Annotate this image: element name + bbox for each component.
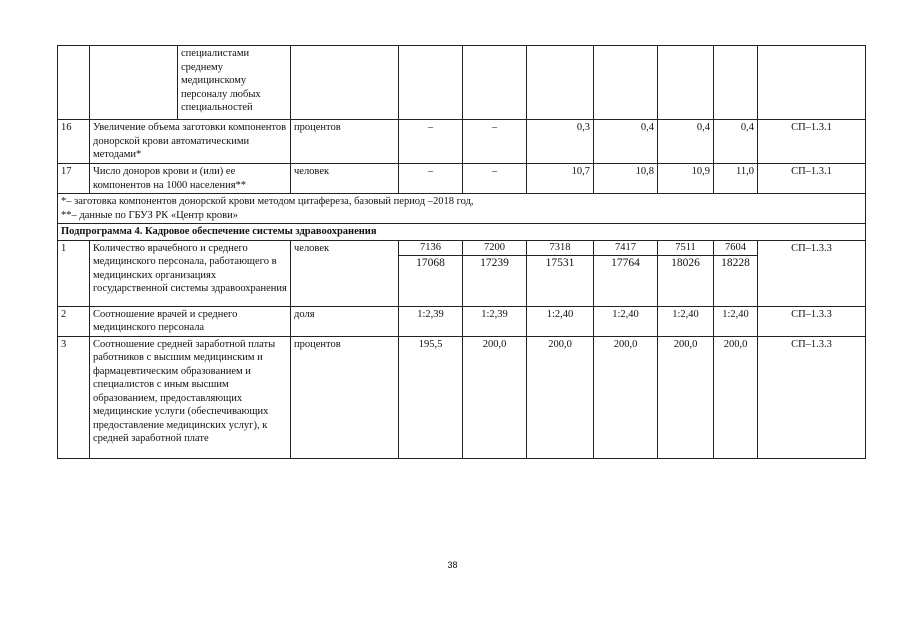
footnote-1: *– заготовка компонентов донорской крови методом цитафереза, базовый период –2018 год, bbox=[61, 196, 474, 207]
table-row bbox=[58, 240, 866, 306]
table-row bbox=[58, 306, 866, 336]
value-cell bbox=[527, 240, 594, 306]
notes-row bbox=[58, 194, 866, 224]
row-number-cell: 2 bbox=[58, 306, 90, 336]
value-top: 7417 bbox=[594, 241, 657, 256]
indicator-cell: Соотношение средней заработной платы работников с высшим медицинским и фармацевтическим образованием и специалистов с иным высшим образованием, предоставляющих медицинские услуги (обеспечивающих предоставление медицинских услуг), к средней заработной плате bbox=[90, 336, 291, 458]
value-cell: 0,4 bbox=[594, 120, 658, 164]
source-cell: СП–1.3.3 bbox=[758, 240, 866, 306]
value-cell: – bbox=[463, 164, 527, 194]
unit-cell: процентов bbox=[291, 336, 399, 458]
table-row bbox=[58, 164, 866, 194]
row-number-cell: 17 bbox=[58, 164, 90, 194]
value-bottom: 18228 bbox=[721, 256, 750, 269]
unit-cell: человек bbox=[291, 240, 399, 306]
value-bottom: 17764 bbox=[611, 256, 640, 269]
unit-cell: человек bbox=[291, 164, 399, 194]
value-cell bbox=[463, 46, 527, 120]
indicator-cell: Число доноров крови и (или) ее компонентов на 1000 населения** bbox=[90, 164, 291, 194]
indicator-cell: специалистами среднему медицинскому персоналу любых специальностей bbox=[178, 46, 291, 120]
value-cell: 1:2,40 bbox=[714, 306, 758, 336]
value-cell: 1:2,40 bbox=[527, 306, 594, 336]
value-cell: 0,3 bbox=[527, 120, 594, 164]
value-cell bbox=[594, 240, 658, 306]
table-row bbox=[58, 336, 866, 458]
value-bottom: 17531 bbox=[545, 256, 575, 269]
value-cell: 1:2,39 bbox=[463, 306, 527, 336]
empty-cell bbox=[90, 46, 178, 120]
value-bottom: 17239 bbox=[480, 256, 509, 269]
value-top: 7136 bbox=[399, 241, 462, 256]
value-cell bbox=[399, 240, 463, 306]
value-cell: 200,0 bbox=[594, 336, 658, 458]
table-row bbox=[58, 120, 866, 164]
value-cell bbox=[658, 240, 714, 306]
unit-cell bbox=[291, 46, 399, 120]
value-top: 7200 bbox=[463, 241, 526, 256]
value-cell: 1:2,40 bbox=[658, 306, 714, 336]
page-number: 38 bbox=[447, 560, 458, 570]
value-cell: 10,9 bbox=[658, 164, 714, 194]
footnotes-cell bbox=[58, 194, 866, 224]
value-cell: 200,0 bbox=[463, 336, 527, 458]
value-cell: – bbox=[463, 120, 527, 164]
value-top: 7318 bbox=[527, 241, 593, 256]
row-number-cell: 16 bbox=[58, 120, 90, 164]
row-number-cell: 1 bbox=[58, 240, 90, 306]
value-cell: 200,0 bbox=[527, 336, 594, 458]
source-cell: СП–1.3.1 bbox=[758, 120, 866, 164]
indicators-table bbox=[57, 45, 866, 459]
value-cell: – bbox=[399, 164, 463, 194]
source-cell: СП–1.3.3 bbox=[758, 336, 866, 458]
value-cell bbox=[714, 240, 758, 306]
value-top: 7511 bbox=[658, 241, 713, 256]
value-cell bbox=[463, 240, 527, 306]
subprogram-header-row bbox=[58, 224, 866, 241]
value-cell: 200,0 bbox=[658, 336, 714, 458]
value-bottom: 17068 bbox=[416, 256, 445, 269]
source-cell: СП–1.3.1 bbox=[758, 164, 866, 194]
subprogram-title: Подпрограмма 4. Кадровое обеспечение системы здравоохранения bbox=[58, 224, 866, 241]
indicator-cell: Количество врачебного и среднего медицинского персонала, работающего в медицинских организациях государственной системы здравоохранения bbox=[90, 240, 291, 306]
row-number-cell: 3 bbox=[58, 336, 90, 458]
value-cell bbox=[594, 46, 658, 120]
footnote-2: **– данные по ГБУЗ РК «Центр крови» bbox=[61, 209, 238, 221]
unit-cell: доля bbox=[291, 306, 399, 336]
value-cell: 11,0 bbox=[714, 164, 758, 194]
value-cell: 10,8 bbox=[594, 164, 658, 194]
value-cell: 0,4 bbox=[658, 120, 714, 164]
indicator-cell: Соотношение врачей и среднего медицинского персонала bbox=[90, 306, 291, 336]
source-cell: СП–1.3.3 bbox=[758, 306, 866, 336]
value-cell bbox=[658, 46, 714, 120]
value-cell: 0,4 bbox=[714, 120, 758, 164]
value-cell: – bbox=[399, 120, 463, 164]
value-top: 7604 bbox=[714, 241, 757, 256]
value-cell bbox=[714, 46, 758, 120]
value-cell bbox=[527, 46, 594, 120]
value-cell: 195,5 bbox=[399, 336, 463, 458]
value-cell: 10,7 bbox=[527, 164, 594, 194]
source-cell bbox=[758, 46, 866, 120]
indicator-cell: Увеличение объема заготовки компонентов донорской крови автоматическими методами* bbox=[90, 120, 291, 164]
unit-cell: процентов bbox=[291, 120, 399, 164]
row-number-cell bbox=[58, 46, 90, 120]
value-cell: 200,0 bbox=[714, 336, 758, 458]
value-cell: 1:2,40 bbox=[594, 306, 658, 336]
value-cell: 1:2,39 bbox=[399, 306, 463, 336]
value-cell bbox=[399, 46, 463, 120]
value-bottom: 18026 bbox=[671, 256, 700, 269]
table-row bbox=[58, 46, 866, 120]
